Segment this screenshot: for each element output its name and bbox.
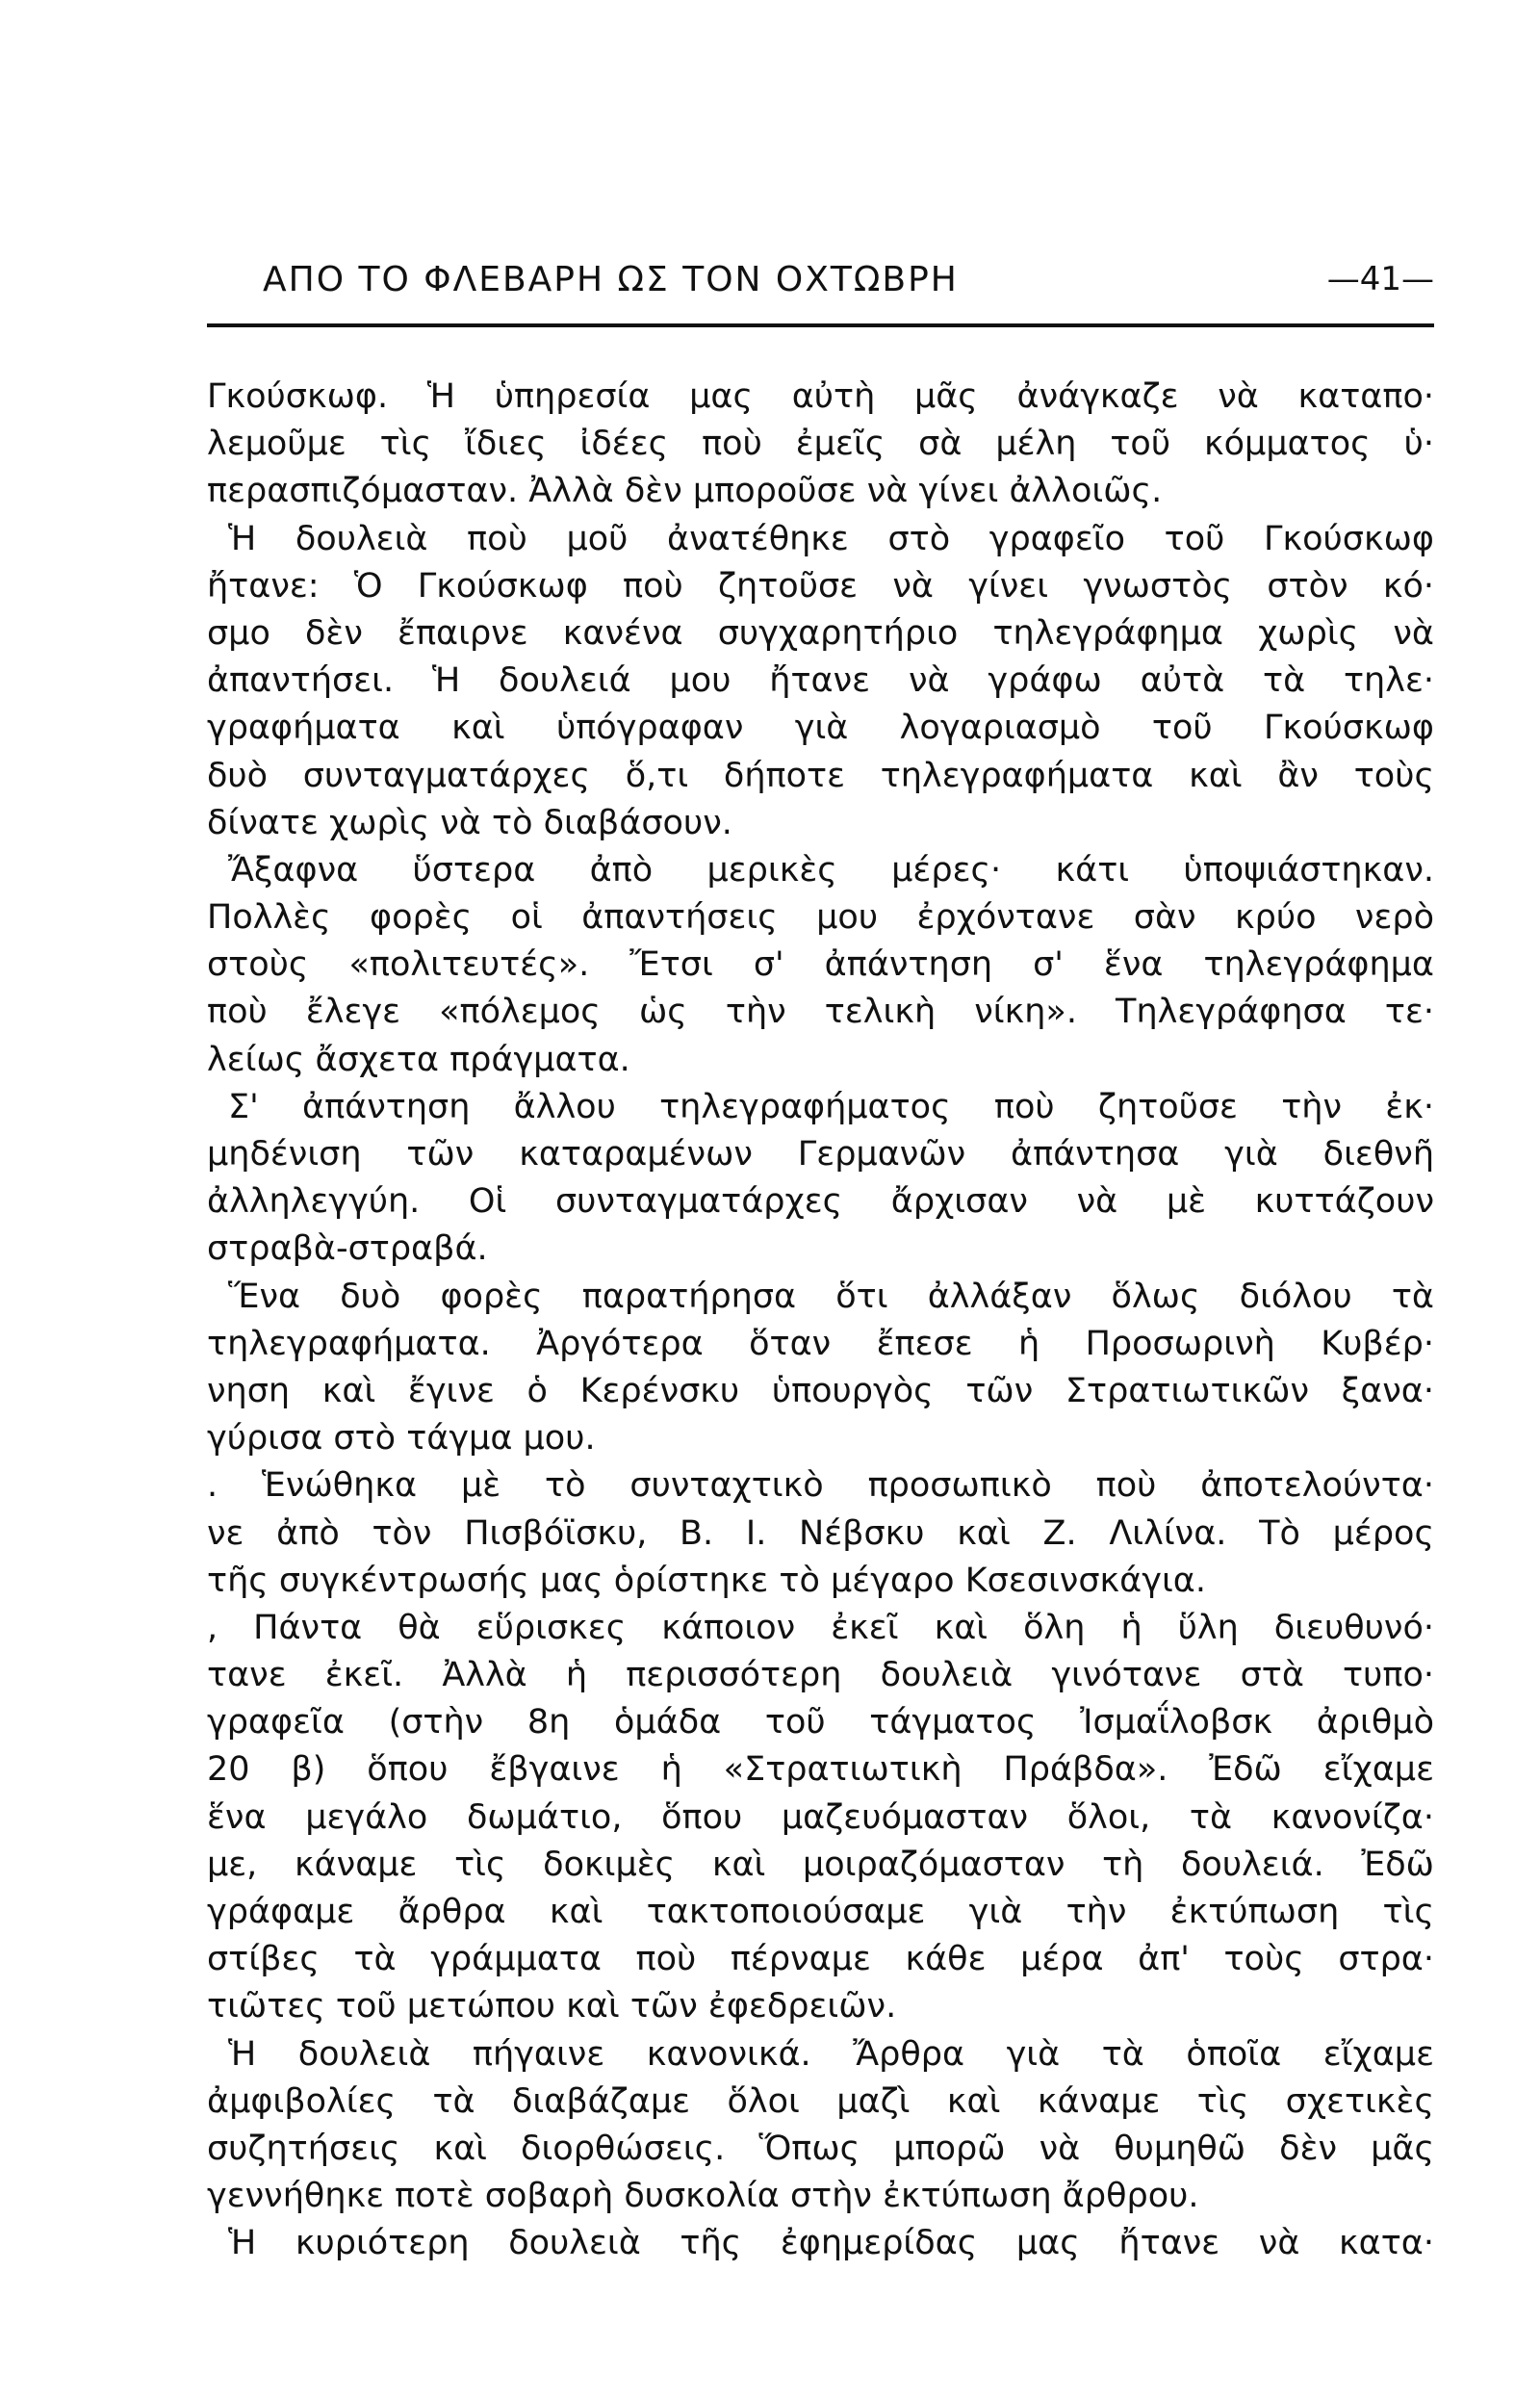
text-line: στοὺς «πολιτευτές». Ἔτσι σ' ἀπάντηση σ' ἕνα τηλεγράφημα <box>207 945 1434 985</box>
text-line: Πολλὲς φορὲς οἱ ἀπαντήσεις μου ἐρχόντανε σὰν κρύο νερὸ <box>207 898 1434 938</box>
text-line: ἀλληλεγγύη. Οἱ συνταγματάρχες ἄρχισαν νὰ μὲ κυττάζουν <box>207 1182 1434 1222</box>
text-line: γεννήθηκε ποτὲ σοβαρὴ δυσκολία στὴν ἐκτύπωση ἄρθρου. <box>207 2177 1199 2216</box>
text-line: Ἡ δουλειὰ πήγαινε κανονικά. Ἄρθρα γιὰ τὰ ὁποῖα εἴχαμε <box>228 2034 1434 2074</box>
text-line: , Πάντα θὰ εὕρισκες κάποιον ἐκεῖ καὶ ὅλη ἡ ὕλη διευθυνό· <box>207 1608 1434 1647</box>
text-line: δίνατε χωρὶς νὰ τὸ διαβάσουν. <box>207 803 732 842</box>
text-line: νε ἀπὸ τὸν Πισβόϊσκυ, Β. Ι. Νέβσκυ καὶ Ζ. Λιλίνα. Τὸ μέρος <box>207 1513 1434 1553</box>
text-line: τιῶτες τοῦ μετώπου καὶ τῶν ἐφεδρειῶν. <box>207 1987 897 2027</box>
text-line: τῆς συγκέντρωσής μας ὁρίστηκε τὸ μέγαρο Κσεσινσκάγια. <box>207 1561 1206 1600</box>
text-line: δυὸ συνταγματάρχες ὅ,τι δήποτε τηλεγραφήματα καὶ ἂν τοὺς <box>207 756 1434 795</box>
text-line: στραβὰ-στραβά. <box>207 1229 488 1269</box>
text-line: συζητήσεις καὶ διορθώσεις. Ὅπως μπορῶ νὰ θυμηθῶ δὲν μᾶς <box>207 2129 1434 2168</box>
text-line: Γκούσκωφ. Ἡ ὑπηρεσία μας αὐτὴ μᾶς ἀνάγκαζε νὰ καταπο· <box>207 377 1434 416</box>
text-line: λείως ἄσχετα πράγματα. <box>207 1040 630 1079</box>
text-line: 20 β) ὅπου ἔβγαινε ἡ «Στρατιωτικὴ Πράβδα». Ἐδῶ εἴχαμε <box>207 1750 1434 1790</box>
text-line: λεμοῦμε τὶς ἴδιες ἰδέες ποὺ ἐμεῖς σὰ μέλη τοῦ κόμματος ὑ· <box>207 425 1434 464</box>
text-line: . Ἑνώθηκα μὲ τὸ συνταχτικὸ προσωπικὸ ποὺ ἀποτελούντα· <box>207 1466 1434 1506</box>
text-line: Ἡ δουλειὰ ποὺ μοῦ ἀνατέθηκε στὸ γραφεῖο τοῦ Γκούσκωφ <box>228 519 1434 558</box>
text-line: Ἡ κυριότερη δουλειὰ τῆς ἐφημερίδας μας ἤτανε νὰ κατα· <box>228 2224 1434 2263</box>
page-number: —41— <box>1326 260 1434 298</box>
text-line: με, κάναμε τὶς δοκιμὲς καὶ μοιραζόμασταν τὴ δουλειά. Ἐδῶ <box>207 1845 1434 1884</box>
header-rule <box>207 323 1434 327</box>
text-line: γράφαμε ἄρθρα καὶ τακτοποιούσαμε γιὰ τὴν ἐκτύπωση τὶς <box>207 1893 1434 1931</box>
text-line: Σ' ἀπάντηση ἄλλου τηλεγραφήματος ποὺ ζητοῦσε τὴν ἐκ· <box>228 1087 1434 1126</box>
text-line: στίβες τὰ γράμματα ποὺ πέρναμε κάθε μέρα ἀπ' τοὺς στρα· <box>207 1940 1434 1979</box>
running-title: ΑΠΟ ΤΟ ΦΛΕΒΑΡΗ ΩΣ ΤΟΝ ΟΧΤΩΒΡΗ <box>263 260 959 299</box>
text-line: τηλεγραφήματα. Ἀργότερα ὅταν ἔπεσε ἡ Προσωρινὴ Κυβέρ· <box>207 1324 1434 1363</box>
text-line: μηδένιση τῶν καταραμένων Γερμανῶν ἀπάντησα γιὰ διεθνῆ <box>207 1135 1434 1174</box>
text-line: Ἕνα δυὸ φορὲς παρατήρησα ὅτι ἀλλάξαν ὅλως διόλου τὰ <box>228 1277 1434 1316</box>
text-line: σμο δὲν ἔπαιρνε κανένα συγχαρητήριο τηλεγράφημα χωρὶς νὰ <box>207 613 1434 653</box>
text-line: ἀμφιβολίες τὰ διαβάζαμε ὅλοι μαζὶ καὶ κάναμε τὶς σχετικὲς <box>207 2081 1434 2121</box>
text-line: περασπιζόμασταν. Ἀλλὰ δὲν μποροῦσε νὰ γίνει ἀλλοιῶς. <box>207 472 1163 511</box>
body-text <box>207 374 1434 2268</box>
text-line: ἤτανε: Ὁ Γκούσκωφ ποὺ ζητοῦσε νὰ γίνει γνωστὸς στὸν κό· <box>207 566 1434 606</box>
text-line: γύρισα στὸ τάγμα μου. <box>207 1419 596 1459</box>
text-line: ἕνα μεγάλο δωμάτιο, ὅπου μαζευόμασταν ὅλοι, τὰ κανονίζα· <box>207 1797 1434 1837</box>
text-line: ποὺ ἔλεγε «πόλεμος ὡς τὴν τελικὴ νίκη». Τηλεγράφησα τε· <box>207 993 1434 1032</box>
page-header <box>207 260 1434 318</box>
text-line: Ἄξαφνα ὕστερα ἀπὸ μερικὲς μέρες· κάτι ὑποψιάστηκαν. <box>228 850 1434 890</box>
text-line: τανε ἐκεῖ. Ἀλλὰ ἡ περισσότερη δουλειὰ γινότανε στὰ τυπο· <box>207 1656 1434 1695</box>
text-line: ἀπαντήσει. Ἡ δουλειά μου ἤτανε νὰ γράφω αὐτὰ τὰ τηλε· <box>207 661 1434 701</box>
text-line: γραφεῖα (στὴν 8η ὁμάδα τοῦ τάγματος Ἰσμαΐλοβσκ ἀριθμὸ <box>207 1703 1434 1743</box>
text-line: γραφήματα καὶ ὑπόγραφαν γιὰ λογαριασμὸ τοῦ Γκούσκωφ <box>207 709 1434 748</box>
text-line: νηση καὶ ἔγινε ὁ Κερένσκυ ὑπουργὸς τῶν Στρατιωτικῶν ξανα· <box>207 1371 1434 1410</box>
